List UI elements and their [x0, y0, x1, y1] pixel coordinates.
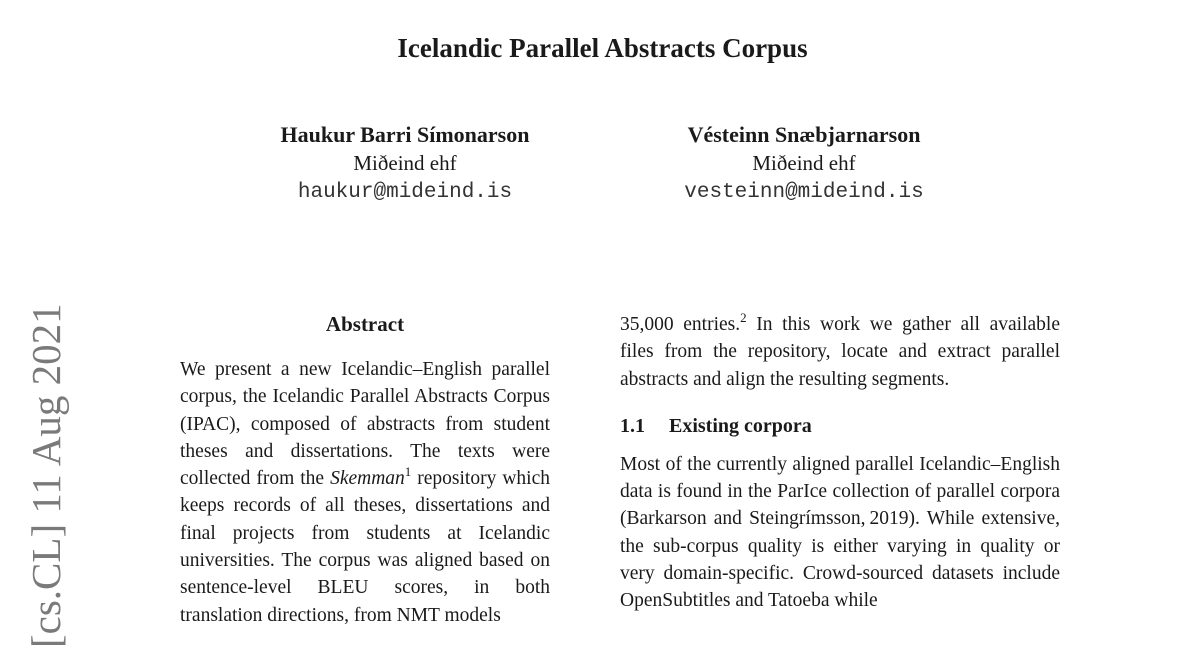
author-email-2: vesteinn@mideind.is — [684, 181, 924, 204]
author-block-2 — [654, 120, 954, 207]
intro-paragraph — [620, 311, 1060, 393]
author-affiliation-1: Miðeind ehf — [353, 151, 457, 175]
author-affiliation-2: Miðeind ehf — [752, 151, 856, 175]
author-name-2: Vésteinn Snæbjarnarson — [687, 122, 921, 147]
footnote-mark-2[interactable]: 2 — [740, 310, 747, 325]
citation-year[interactable]: 2019). — [869, 508, 920, 530]
existing-corpora-paragraph — [620, 451, 1060, 615]
body-text-part-2: While extensive, the sub-corpus quality is either varying in quality or very domain-specific. Crowd-sourced datasets include OpenSubtitles and Tatoeba while — [620, 508, 1060, 612]
abstract-heading: Abstract — [325, 312, 405, 336]
abstract-text-part-2: repository which keeps records of all theses, dissertations and final projects from students at Icelandic universities. The corpus was aligned based on sentence-level BLEU scores, in both translation directions, from NMT models — [180, 468, 550, 626]
paper-title: Icelandic Parallel Abstracts Corpus — [397, 33, 808, 63]
abstract-text-part-1: We present a new Icelandic–English parallel corpus, the Icelandic Parallel Abstracts Corpus (IPAC), composed of abstracts from student theses and dissertations. The texts were collected from the — [180, 359, 550, 490]
body-text-part-1: Most of the currently aligned parallel Icelandic–English data is found in the ParIce collection of parallel corpora (Barkarson and Steingrímsson, — [620, 453, 1060, 530]
footnote-mark-1[interactable]: 1 — [404, 464, 412, 480]
skemman-term: Skemman — [330, 468, 405, 490]
body-column — [620, 311, 1060, 615]
arxiv-stamp: [cs.CL] 11 Aug 2021 — [23, 303, 69, 648]
intro-text-part-1: 35,000 entries. — [620, 314, 741, 335]
section-number: 1.1 — [620, 414, 645, 437]
author-name-1: Haukur Barri Símonarson — [280, 122, 530, 147]
section-title: Existing corpora — [669, 414, 812, 437]
abstract-text — [180, 356, 550, 629]
intro-text-part-2: In this work we gather all available files from the repository, locate and extract parallel abstracts and align the resulting segments. — [620, 314, 1060, 390]
author-block-1 — [255, 120, 555, 207]
author-email-1: haukur@mideind.is — [297, 181, 513, 204]
section-heading-existing-corpora — [620, 413, 1060, 440]
abstract-column — [180, 311, 550, 629]
